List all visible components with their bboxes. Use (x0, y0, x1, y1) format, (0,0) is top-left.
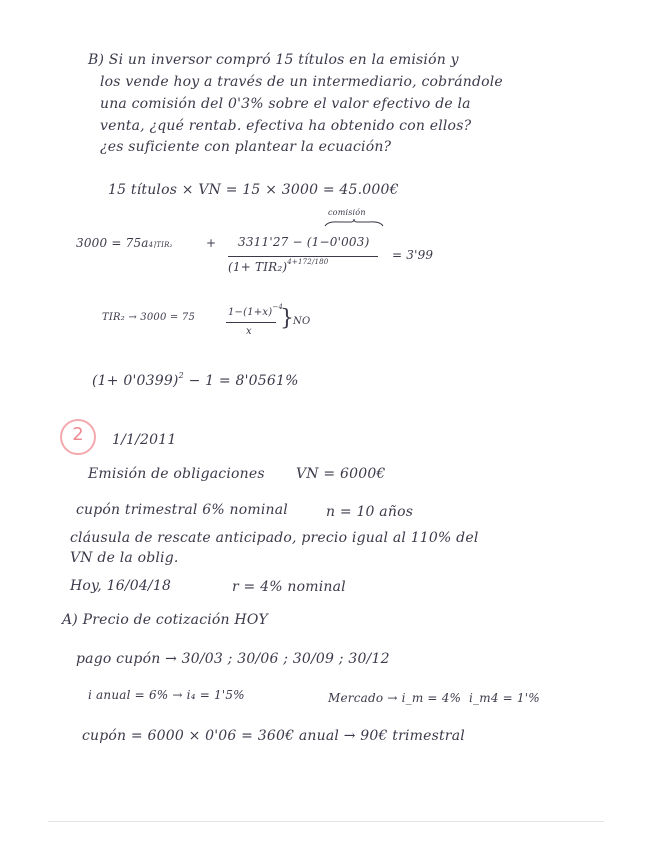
question-line-5: ¿es suficiente con plantear la ecuación? (100, 139, 392, 155)
final-result: $(1+ 0'0399)^2 - 1 = 8'0561\%$ (92, 371, 299, 389)
clausula-line-2: VN de la oblig. (70, 550, 179, 566)
section-date: 1/1/2011 (112, 432, 177, 448)
comision-annotation: comisión (328, 208, 366, 217)
tir-left: TIR₂ → 3000 = 75 (102, 312, 196, 323)
equation-left: 3000 = 75a4⌉TIR₂ (76, 236, 173, 250)
equation-denominator: $(1+ TIR_2)^{4+172/180}$ (228, 258, 329, 274)
n-value: n = 10 años (326, 504, 414, 520)
market-quarterly-rate: i_m4 = 1'% (469, 691, 540, 705)
tir-denominator: x (246, 326, 252, 337)
equation-plus: + (206, 236, 217, 250)
apartado-a: A) Precio de cotización HOY (62, 612, 268, 628)
equation-result: = 3'99 (392, 248, 434, 262)
cupon-line: cupón trimestral 6% nominal (76, 502, 288, 518)
tir-fraction-bar (226, 322, 276, 323)
notebook-page (48, 28, 604, 822)
question-line-3: una comisión del 0'3% sobre el valor efectivo de la (100, 96, 471, 112)
total-calculation: 15 títulos × VN = 15 × 3000 = 45.000€ (108, 182, 399, 198)
equation-numerator: 3311'27 − (1−0'003) (238, 235, 370, 249)
tir-no: NO (293, 316, 311, 327)
vn-value: VN = 6000€ (296, 466, 386, 482)
fraction-bar (228, 256, 378, 257)
interest-annual: i anual = 6% → i₄ = 1'5% (88, 688, 245, 702)
tir-numerator: $1-(1+x)^{-4}$ (228, 303, 284, 318)
clausula-line-1: cláusula de rescate anticipado, precio igual al 110% del (70, 530, 479, 546)
section-number-circle: 2 (60, 419, 96, 455)
hoy-date: Hoy, 16/04/18 (70, 578, 172, 594)
pago-cupon-line: pago cupón → 30/03 ; 30/06 ; 30/09 ; 30/12 (76, 651, 390, 667)
cupon-calculation: cupón = 6000 × 0'06 = 360€ anual → 90€ trimestral (82, 728, 465, 744)
question-line-4: venta, ¿qué rentab. efectiva ha obtenido con ellos? (100, 118, 472, 134)
question-line-1: B) Si un inversor compró 15 títulos en la emisión y (88, 52, 459, 68)
r-value: r = 4% nominal (232, 579, 346, 595)
overbrace-icon (324, 219, 384, 227)
emision-line: Emisión de obligaciones (88, 466, 265, 482)
question-line-2: los vende hoy a través de un intermediario, cobrándole (100, 74, 503, 90)
tir-brace: } (280, 306, 295, 331)
market-rate: Mercado → i_m = 4% (328, 691, 462, 705)
